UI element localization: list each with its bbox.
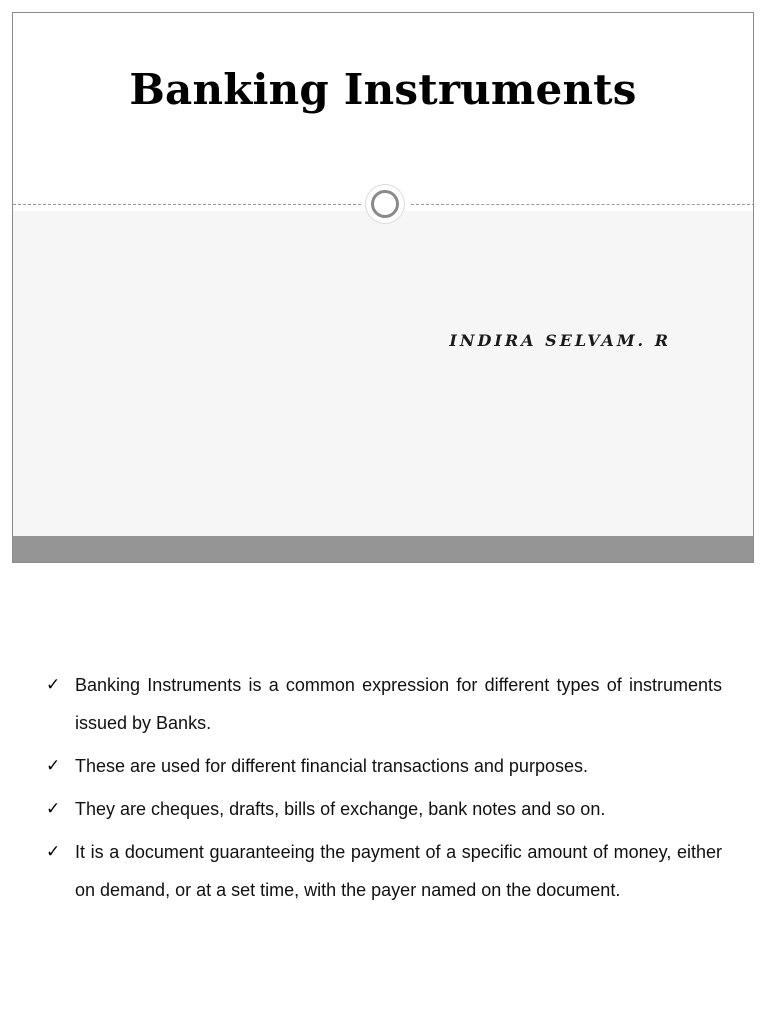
- list-item-text: It is a document guaranteeing the payment of a specific amount of money, either on demand, or at a set time, with the payer named on the document.: [75, 842, 722, 900]
- check-icon: ✓: [46, 799, 61, 819]
- list-item-text: These are used for different financial transactions and purposes.: [75, 756, 588, 776]
- list-item: [46, 790, 722, 828]
- notes-list: [46, 666, 722, 914]
- dashed-divider-right: [411, 204, 754, 205]
- list-item: [46, 666, 722, 742]
- check-icon: ✓: [46, 756, 61, 776]
- check-icon: ✓: [46, 842, 61, 862]
- list-item: [46, 833, 722, 909]
- title-slide: [12, 12, 754, 563]
- slide-title: Banking Instruments: [129, 65, 637, 114]
- list-item-text: They are cheques, drafts, bills of exchange, bank notes and so on.: [75, 799, 606, 819]
- slide-author: INDIRA SELVAM. R: [449, 331, 671, 350]
- slide-footer-bar: [13, 536, 753, 562]
- slide-subtitle-area: [13, 211, 753, 537]
- dashed-divider-left: [13, 204, 361, 205]
- list-item-text: Banking Instruments is a common expression for different types of instruments issued by Banks.: [75, 675, 722, 733]
- ring-icon: [371, 190, 399, 218]
- circle-ornament-icon: [366, 185, 404, 223]
- check-icon: ✓: [46, 675, 61, 695]
- list-item: [46, 747, 722, 785]
